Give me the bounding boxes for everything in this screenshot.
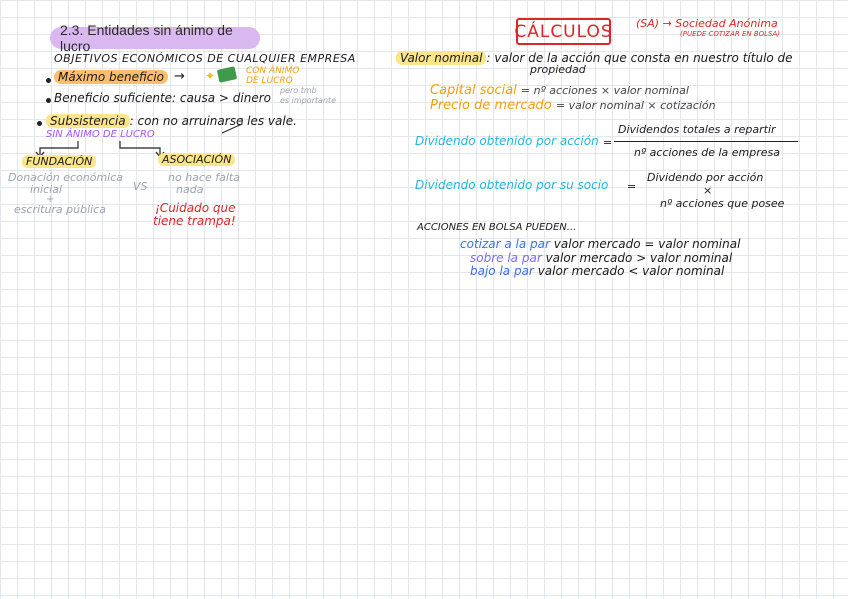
vs-label: VS [133,180,148,193]
capital-social-label: Capital social [430,83,517,98]
equals-sign: = [603,136,613,149]
par-row [460,238,740,250]
bajo-par-formula: valor mercado < valor nominal [537,264,725,278]
asociacion-line2: nada [176,183,204,196]
dividendo-socio-times: × [703,184,713,197]
sobre-par-label: sobre la par [470,251,542,265]
capital-social-row [430,84,689,97]
precio-mercado-row [430,99,716,112]
dividendo-socio-numerator: Dividendo por acción [647,171,764,184]
asociacion-line1: no hace falta [168,171,240,184]
dividendo-accion-numerator: Dividendos totales a repartir [618,123,776,136]
asociacion-heading [158,154,235,165]
section-title-text: 2.3. Entidades sin ánimo de lucro [60,22,233,54]
par-formula: valor mercado = valor nominal [553,237,741,251]
warning-line1: ¡Cuidado que [155,201,236,215]
equals-sign: = [627,180,637,193]
precio-mercado-formula: = valor nominal × cotización [555,99,716,112]
sin-animo-label: SIN ÁNIMO DE LUCRO [46,129,155,140]
fundacion-line1: Donación económica [8,171,124,184]
valor-nominal-label: Valor nominal [396,51,486,65]
sa-definition: (SA) → Sociedad Anónima [636,17,778,30]
capital-social-formula: = nº acciones × valor nominal [520,84,689,97]
subsistence-label: Subsistencia [46,114,130,128]
arrow-icon: → [174,69,185,84]
pero-note-line1: pero tmb [280,86,317,95]
fundacion-line3: + [46,194,55,205]
dividendo-accion-denominator: nº acciones de la empresa [634,146,781,159]
dividendo-socio-denominator: nº acciones que posee [660,197,785,210]
bajo-par-row [470,265,724,277]
calculos-title [516,18,611,45]
fraction-line [614,141,798,142]
valor-nominal-text: : valor de la acción que consta en nuestro título de [486,51,793,65]
asociacion-label: ASOCIACIÓN [158,153,235,166]
fundacion-line2: inicial [30,183,62,196]
sufficient-benefit: Beneficio suficiente: causa > dinero [54,91,271,105]
dividendo-accion-label: Dividendo obtenido por acción [415,134,599,148]
fundacion-heading [22,156,96,167]
max-benefit-label: Máximo beneficio [54,70,168,84]
sa-note: (PUEDE COTIZAR EN BOLSA) [680,30,781,38]
bajo-par-label: bajo la par [470,264,534,278]
pero-note-line2: es importante [280,96,337,105]
warning-line2: tiene trampa! [153,214,236,228]
fundacion-label: FUNDACIÓN [22,155,96,168]
objectives-heading: OBJETIVOS ECONÓMICOS DE CUALQUIER EMPRESA [54,52,356,65]
con-animo-line2: DE LUCRO [246,76,293,86]
dividendo-socio-label: Dividendo obtenido por su socio [415,178,609,192]
par-label: cotizar a la par [460,237,550,251]
subsistence-text: : con no arruinarse les vale. [129,114,297,128]
valor-nominal-def [396,52,793,64]
bolsa-heading: ACCIONES EN BOLSA PUEDEN... [417,222,577,233]
precio-mercado-label: Precio de mercado [430,98,552,113]
con-animo-line1: CON ÁNIMO [246,66,300,76]
fundacion-line4: escritura pública [14,203,107,216]
sobre-par-formula: valor mercado > valor nominal [545,251,733,265]
sobre-par-row [470,252,732,264]
sparkle-icon: ✦ [205,69,216,83]
valor-nominal-text-2: propiedad [530,63,586,76]
calculos-title-text: CÁLCULOS [514,21,613,42]
